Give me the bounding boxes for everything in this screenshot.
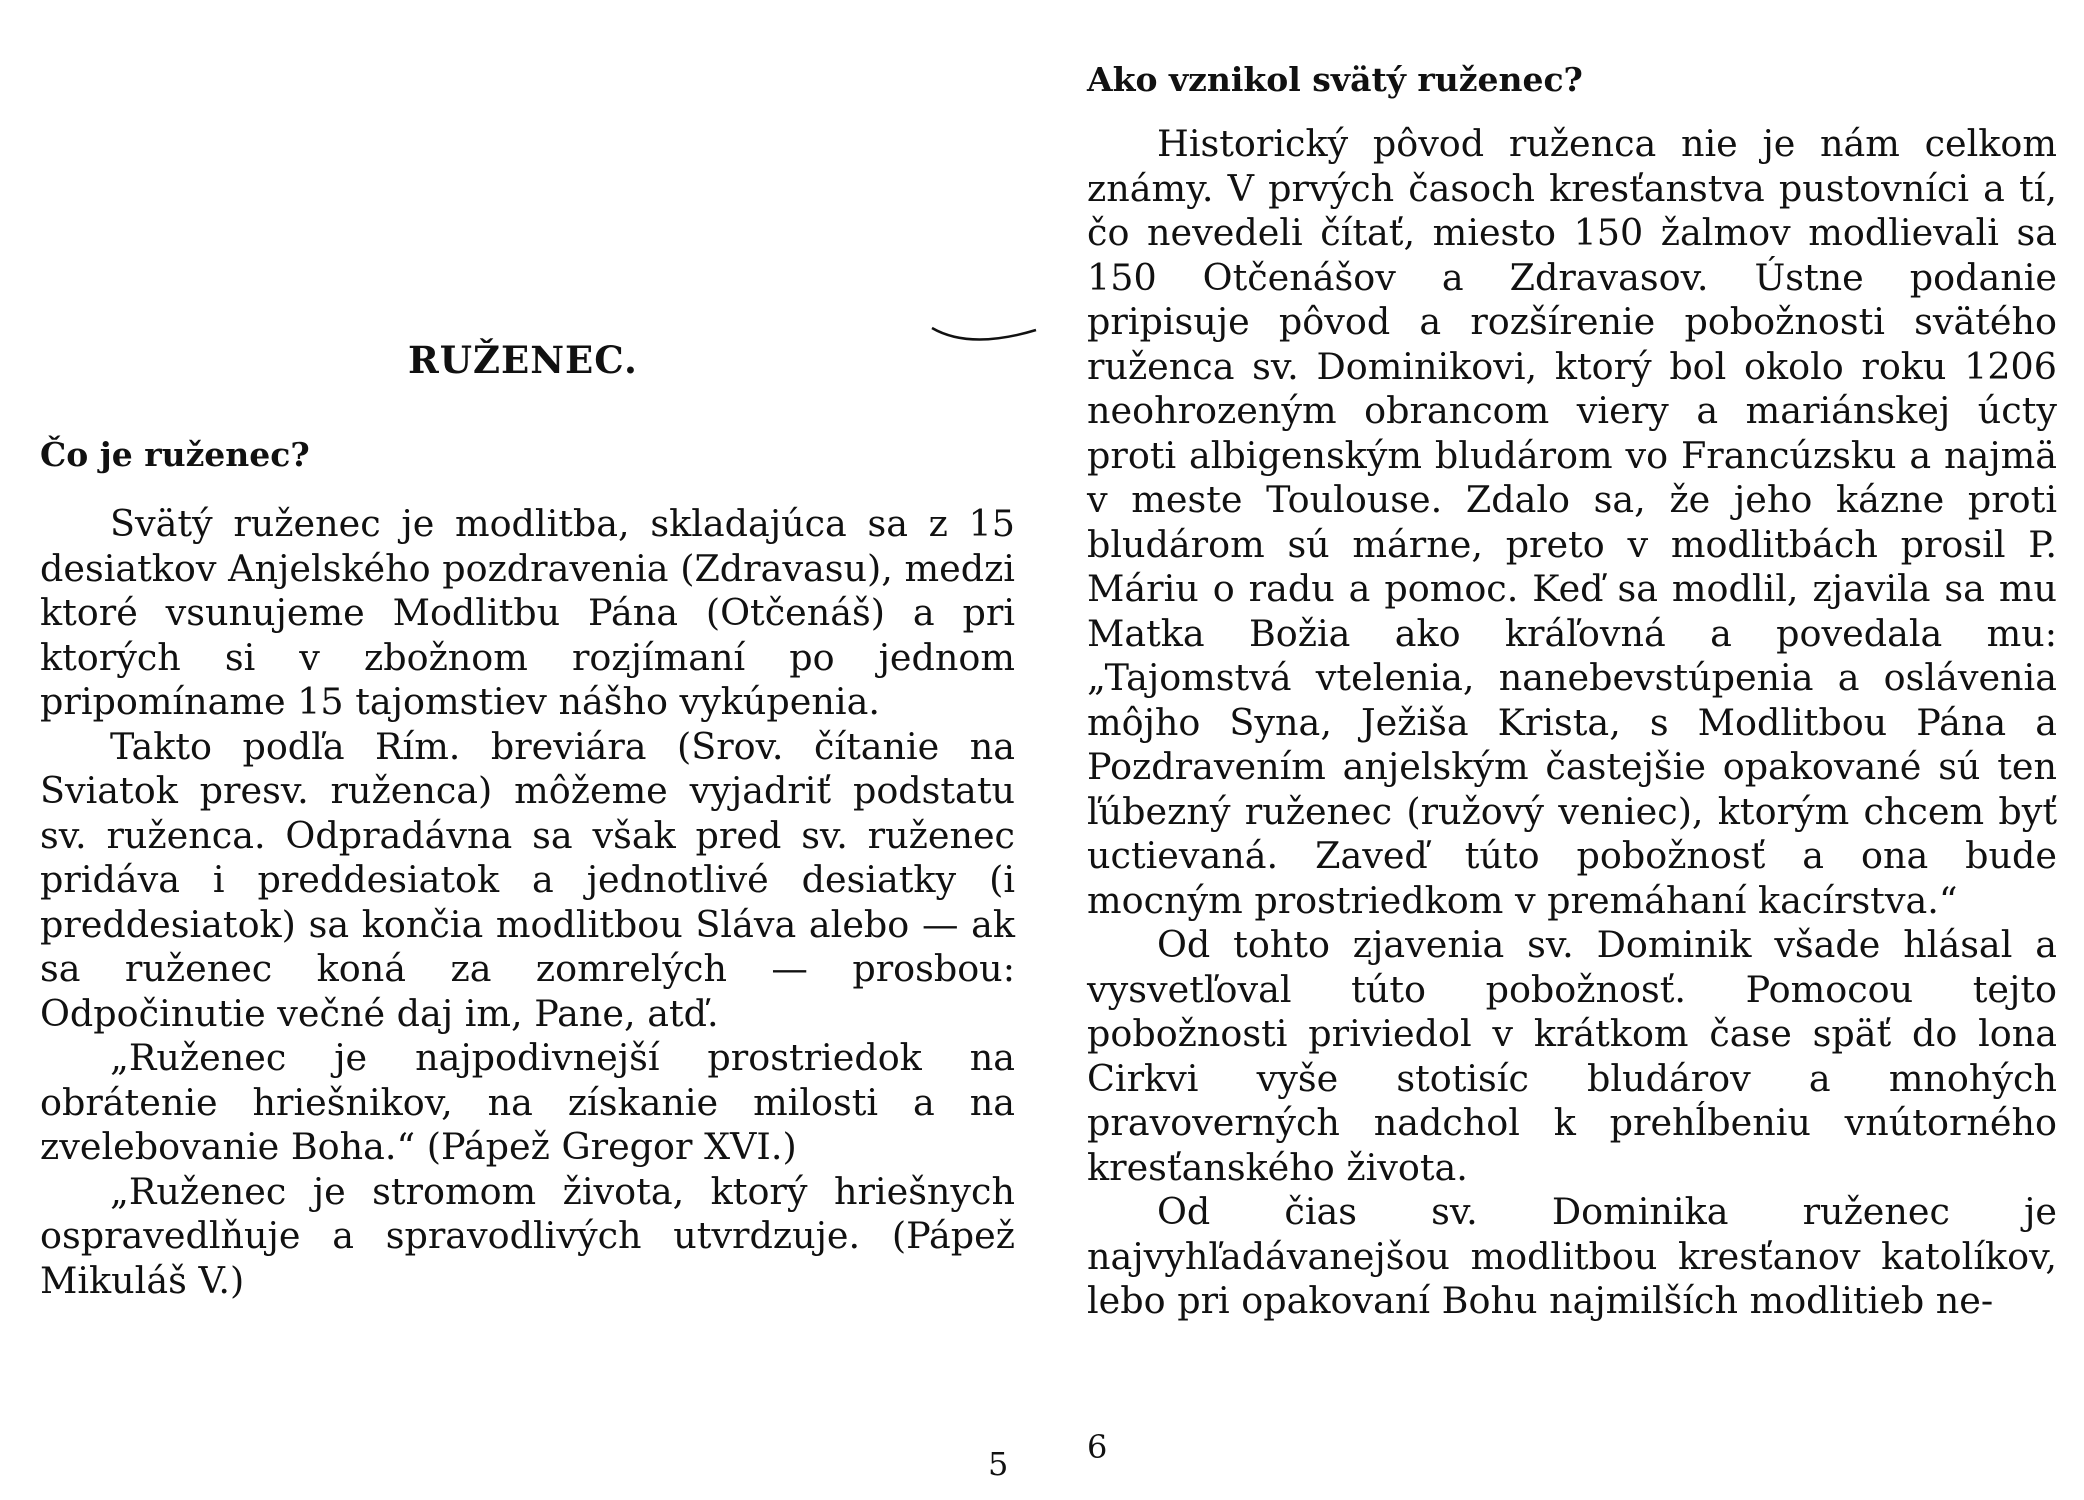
paragraph: Takto podľa Rím. breviára (Srov. čítanie na Sviatok presv. ruženca) môžeme vyjadriť podstatu sv. ruženca. Odpradávna sa však pred sv. ruženec pridáva i preddesiatok a jednotlivé desiatky (i preddesiatok) sa končia modlitbou Sláva alebo — ak sa ruženec koná za zomrelých — prosbou: Odpočinutie večné daj im, Pane, atď. bbox=[40, 724, 1015, 1035]
section-heading: Ako vznikol svätý ruženec? bbox=[1087, 60, 1583, 99]
section-heading: Čo je ruženec? bbox=[40, 435, 310, 474]
decorative-swoosh-icon bbox=[930, 320, 1040, 350]
paragraph: Od čias sv. Dominika ruženec je najvyhľadávanejšou modlitbou kresťanov katolíkov, lebo pri opakovaní Bohu najmilších modlitieb ne- bbox=[1087, 1190, 2057, 1322]
quote-paragraph: „Ruženec je najpodivnejší prostriedok na obrátenie hriešnikov, na získanie milosti a na zvelebovanie Boha.“ (Pápež Gregor XVI.) bbox=[40, 1036, 1015, 1168]
paragraph: Svätý ruženec je modlitba, skladajúca sa z 15 desiatkov Anjelského pozdravenia (Zdravasu), medzi ktoré vsunujeme Modlitbu Pána (Otčenáš) a pri ktorých si v zbožnom rozjímaní po jednom pripomíname 15 tajomstiev nášho vykúpenia. bbox=[40, 502, 1015, 723]
page-number: 5 bbox=[988, 1445, 1009, 1483]
body-text bbox=[1087, 122, 2057, 1324]
quote-paragraph: „Ruženec je stromom života, ktorý hriešnych ospravedlňuje a spravodlivých utvrdzuje. (Pápež Mikuláš V.) bbox=[40, 1169, 1015, 1302]
paragraph: Od tohto zjavenia sv. Dominik všade hlásal a vysvetľoval túto pobožnosť. Pomocou tejto pobožnosti priviedol v krátkom čase späť do lona Cirkvi vyše stotisíc bludárov a mnohých pravoverných nadchol k prehĺbeniu vnútorného kresťanského života. bbox=[1087, 923, 2057, 1189]
body-text bbox=[40, 502, 1015, 1303]
paragraph: Historický pôvod ruženca nie je nám celkom známy. V prvých časoch kresťanstva pustovníci a tí, čo nevedeli čítať, miesto 150 žalmov modlievali sa 150 Otčenášov a Zdravasov. Ústne podanie pripisuje pôvod a rozšírenie pobožnosti svätého ruženca sv. Dominikovi, ktorý bol okolo roku 1206 neohrozeným obrancom viery a mariánskej úcty proti albigenským bludárom vo Francúzsku a najmä v meste Toulouse. Zdalo sa, že jeho kázne proti bludárom sú márne, preto v modlitbách prosil P. Máriu o radu a pomoc. Keď sa modlil, zjavila sa mu Matka Božia ako kráľovná a povedala mu: „Tajomstvá vtelenia, nanebevstúpenia a oslávenia môjho Syna, Ježiša Krista, s Modlitbou Pána a Pozdravením anjelským častejšie opakované sú ten ľúbezný ruženec (ružový veniec), ktorým chcem byť uctievaná. Zaveď túto pobožnosť a ona bude mocným prostriedkom v premáhaní kacírstva.“ bbox=[1087, 122, 2057, 922]
chapter-title: RUŽENEC. bbox=[408, 338, 638, 382]
right-page bbox=[1087, 0, 2057, 1500]
page-number: 6 bbox=[1087, 1428, 1108, 1466]
left-page bbox=[40, 0, 1015, 1500]
